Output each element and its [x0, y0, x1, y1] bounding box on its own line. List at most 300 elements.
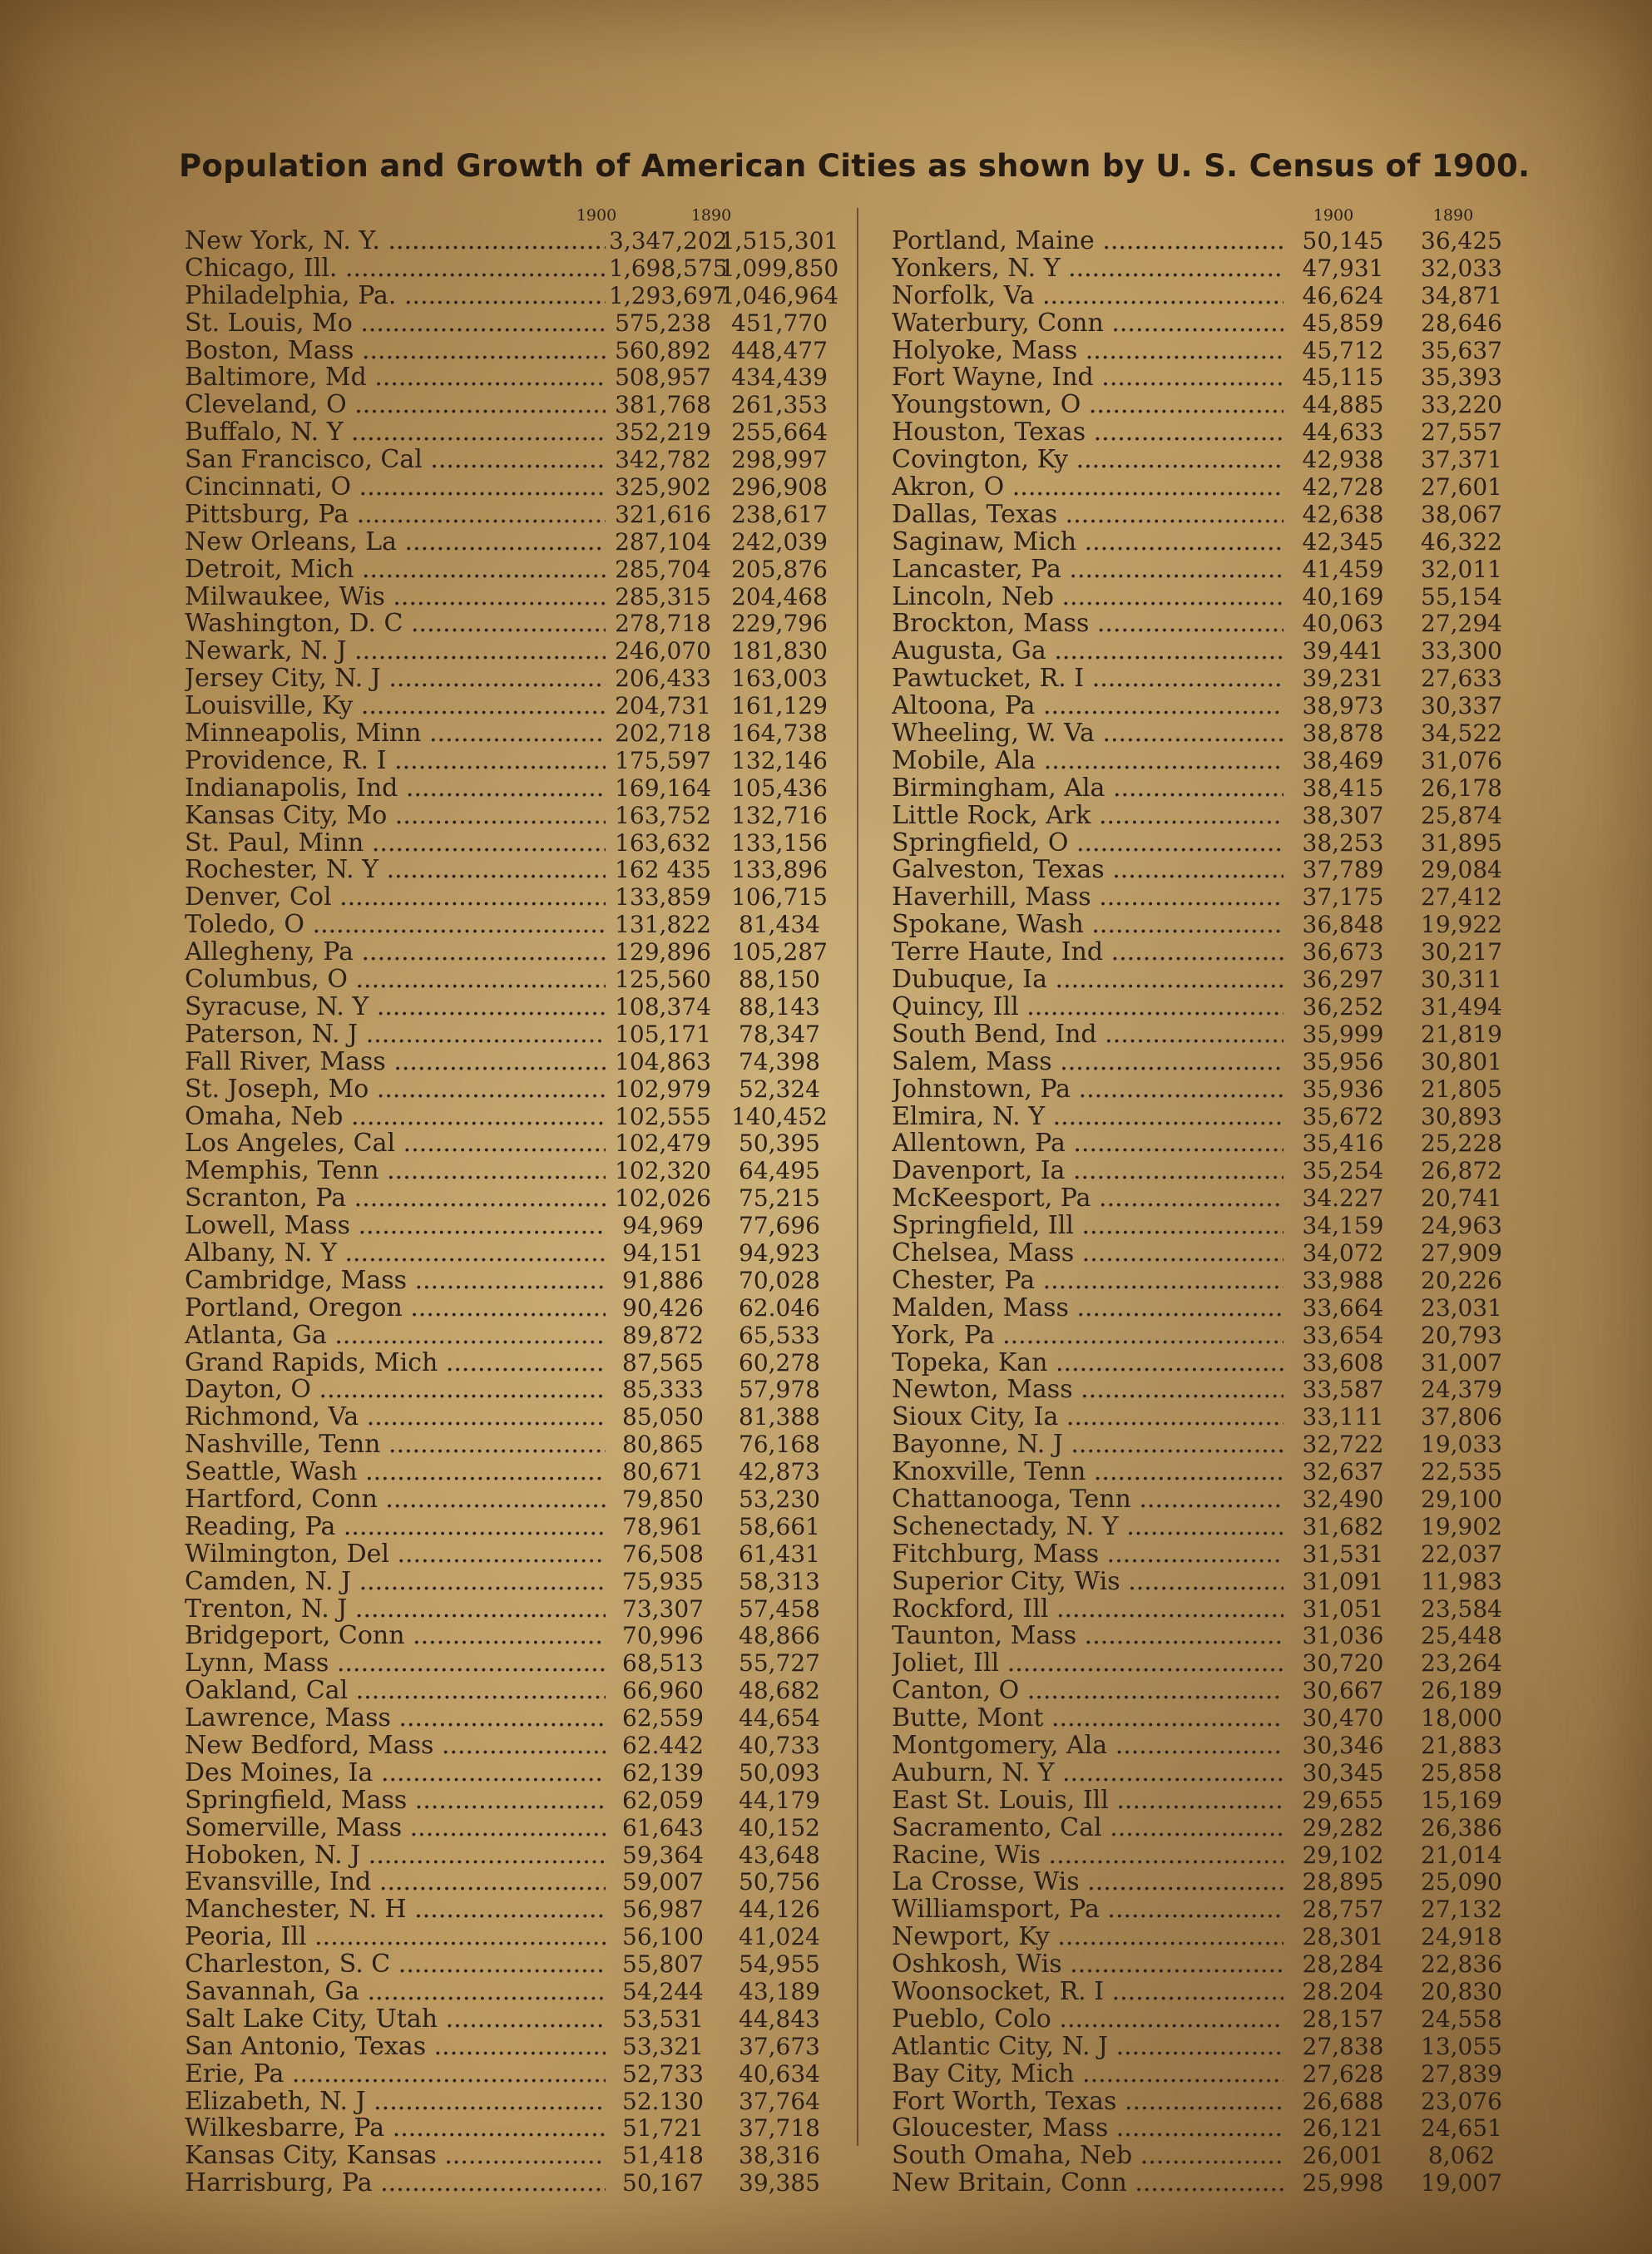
population-1890: 27,633	[1421, 665, 1502, 693]
city-name: Canton, O .....	[892, 1678, 1284, 1705]
population-1900: 40,063	[1302, 610, 1384, 638]
city-name: Birmingham, Ala .....	[892, 775, 1284, 803]
population-1900: 175,597	[615, 746, 711, 774]
city-row	[892, 803, 1524, 830]
city-row	[185, 1158, 842, 1185]
population-1900: 91,886	[622, 1266, 704, 1294]
population-1890: 48,866	[739, 1622, 820, 1650]
city-row	[185, 939, 842, 966]
city-row	[892, 1787, 1524, 1815]
population-1890: 54,955	[739, 1950, 820, 1979]
population-1890: 55,154	[1421, 582, 1502, 610]
population-1900: 94,151	[622, 1238, 704, 1267]
population-1890: 50,093	[739, 1758, 820, 1787]
population-1890: 13,055	[1421, 2032, 1502, 2060]
city-name: Davenport, Ia .....	[892, 1158, 1284, 1185]
population-1900: 33,664	[1302, 1293, 1384, 1322]
city-row	[185, 1596, 842, 1624]
population-1890: 40,733	[739, 1731, 820, 1759]
population-1890: 20,226	[1421, 1266, 1502, 1294]
population-1900: 80,865	[622, 1431, 704, 1459]
population-1890: 205,876	[731, 555, 828, 583]
population-1900: 33,587	[1302, 1376, 1384, 1404]
population-1890: 26,189	[1421, 1677, 1502, 1705]
city-row	[185, 1678, 842, 1705]
city-row	[185, 1185, 842, 1213]
city-row	[892, 966, 1524, 994]
population-1890: 39,385	[739, 2169, 820, 2197]
population-1890: 81,388	[739, 1403, 820, 1431]
city-row	[185, 2088, 842, 2116]
city-row	[185, 1842, 842, 1870]
population-1890: 34,871	[1421, 281, 1502, 309]
city-row	[892, 2006, 1524, 2034]
city-row	[892, 1185, 1524, 1213]
city-name: New Orleans, La .....	[185, 529, 606, 556]
year-1900-header: 1900	[576, 206, 617, 225]
city-name: South Omaha, Neb .....	[892, 2143, 1284, 2170]
city-row	[185, 502, 842, 529]
population-1890: 64,495	[739, 1157, 820, 1185]
city-name: Manchester, N. H .....	[185, 1896, 606, 1924]
city-row	[185, 693, 842, 720]
population-1900: 44,633	[1302, 418, 1384, 447]
population-1890: 298,997	[731, 446, 828, 474]
city-row	[185, 2006, 842, 2034]
population-1890: 30,893	[1421, 1102, 1502, 1130]
city-row	[185, 775, 842, 803]
city-row	[892, 2143, 1524, 2170]
city-name: Quincy, Ill .....	[892, 994, 1284, 1021]
population-1890: 30,801	[1421, 1047, 1502, 1075]
city-row	[185, 665, 842, 693]
city-row	[185, 338, 842, 365]
population-1900: 285,704	[615, 555, 711, 583]
city-name: Philadelphia, Pa. .....	[185, 283, 606, 310]
city-name: Cincinnati, O .....	[185, 474, 606, 502]
city-name: Somerville, Mass .....	[185, 1815, 606, 1842]
population-1900: 32,490	[1302, 1485, 1384, 1513]
population-1890: 37,806	[1421, 1403, 1502, 1431]
population-1900: 59,007	[622, 1868, 704, 1896]
population-1900: 131,822	[615, 911, 711, 939]
city-name: Atlanta, Ga .....	[185, 1322, 606, 1350]
population-1900: 28.204	[1302, 1978, 1384, 2005]
population-1900: 325,902	[615, 473, 711, 502]
population-1890: 31,007	[1421, 1348, 1502, 1377]
city-row	[892, 2034, 1524, 2061]
city-row	[185, 884, 842, 912]
city-name: Little Rock, Ark .....	[892, 803, 1284, 830]
city-row	[185, 1896, 842, 1924]
population-1900: 30,345	[1302, 1758, 1384, 1787]
city-name: Denver, Col .....	[185, 884, 606, 912]
population-1900: 246,070	[615, 637, 711, 665]
population-1900: 508,957	[615, 363, 711, 392]
city-name: Lancaster, Pa .....	[892, 556, 1284, 584]
population-1890: 44,179	[739, 1786, 820, 1814]
population-1900: 46,624	[1302, 281, 1384, 309]
population-1900: 163,632	[615, 828, 711, 857]
city-row	[892, 1733, 1524, 1760]
city-name: St. Paul, Minn .....	[185, 830, 606, 858]
city-name: Houston, Texas .....	[892, 419, 1284, 447]
city-name: La Crosse, Wis .....	[892, 1869, 1284, 1896]
city-row	[185, 720, 842, 748]
population-1900: 321,616	[615, 500, 711, 528]
population-1890: 229,796	[731, 610, 828, 638]
population-1890: 46,322	[1421, 527, 1502, 556]
city-name: Fall River, Mass .....	[185, 1049, 606, 1076]
population-1900: 68,513	[622, 1649, 704, 1678]
population-1900: 53,321	[622, 2032, 704, 2060]
city-row	[185, 364, 842, 392]
population-1890: 37,718	[739, 2114, 820, 2143]
population-1890: 30,337	[1421, 692, 1502, 720]
city-name: Springfield, Ill .....	[892, 1213, 1284, 1240]
population-1900: 35,956	[1302, 1047, 1384, 1075]
city-name: Dubuque, Ia .....	[892, 966, 1284, 994]
city-row	[185, 2143, 842, 2170]
city-row	[185, 638, 842, 665]
population-1890: 29,084	[1421, 856, 1502, 884]
city-row	[185, 830, 842, 858]
population-1890: 451,770	[731, 309, 828, 337]
population-1890: 37,673	[739, 2032, 820, 2060]
population-1890: 21,805	[1421, 1075, 1502, 1103]
population-1890: 50,395	[739, 1129, 820, 1158]
year-1890-header: 1890	[1432, 206, 1474, 225]
population-1900: 62.442	[622, 1731, 704, 1759]
population-1890: 35,393	[1421, 363, 1502, 392]
population-1890: 19,033	[1421, 1431, 1502, 1459]
population-1900: 47,931	[1302, 254, 1384, 282]
population-1890: 38,316	[739, 2142, 820, 2170]
city-row	[892, 775, 1524, 803]
population-1890: 18,000	[1421, 1704, 1502, 1733]
population-1890: 1,099,850	[720, 254, 839, 282]
population-1890: 58,313	[739, 1567, 820, 1595]
population-1900: 35,936	[1302, 1075, 1384, 1103]
city-row	[185, 1869, 842, 1896]
population-1890: 33,220	[1421, 391, 1502, 419]
city-name: Newport, Ky .....	[892, 1924, 1284, 1951]
city-row	[185, 1431, 842, 1459]
city-row	[892, 720, 1524, 748]
population-1890: 20,793	[1421, 1321, 1502, 1349]
population-1900: 39,231	[1302, 665, 1384, 693]
city-row	[892, 1869, 1524, 1896]
population-1890: 74,398	[739, 1047, 820, 1075]
population-1890: 88,150	[739, 966, 820, 994]
population-1890: 23,031	[1421, 1293, 1502, 1322]
city-name: Taunton, Mass .....	[892, 1623, 1284, 1650]
city-row	[185, 1760, 842, 1787]
city-name: Baltimore, Md .....	[185, 364, 606, 392]
city-row	[185, 912, 842, 939]
city-row	[892, 1350, 1524, 1377]
city-row	[892, 392, 1524, 419]
population-1900: 28,757	[1302, 1896, 1384, 1924]
city-name: Scranton, Pa .....	[185, 1185, 606, 1213]
city-row	[892, 556, 1524, 584]
city-row	[892, 638, 1524, 665]
city-row	[185, 2115, 842, 2143]
population-1890: 88,143	[739, 992, 820, 1021]
city-row	[185, 803, 842, 830]
population-1900: 285,315	[615, 582, 711, 610]
population-1890: 255,664	[731, 418, 828, 447]
population-1890: 105,436	[731, 774, 828, 802]
city-row	[892, 912, 1524, 939]
city-row	[185, 857, 842, 884]
city-row	[892, 665, 1524, 693]
city-name: Chelsea, Mass .....	[892, 1240, 1284, 1268]
population-1890: 55,727	[739, 1649, 820, 1678]
population-1890: 22,836	[1421, 1950, 1502, 1979]
population-1890: 261,353	[731, 391, 828, 419]
city-name: Covington, Ky .....	[892, 447, 1284, 474]
city-row	[892, 1951, 1524, 1979]
city-row	[892, 1322, 1524, 1350]
population-1900: 102,555	[615, 1102, 711, 1130]
population-1900: 162 435	[615, 856, 711, 884]
city-name: Lawrence, Mass .....	[185, 1705, 606, 1733]
city-name: Paterson, N. J .....	[185, 1021, 606, 1049]
population-1900: 32,722	[1302, 1431, 1384, 1459]
city-row	[892, 2088, 1524, 2116]
population-1890: 22,535	[1421, 1458, 1502, 1486]
population-1900: 102,320	[615, 1157, 711, 1185]
population-1900: 102,479	[615, 1129, 711, 1158]
population-1900: 52,733	[622, 2059, 704, 2088]
city-name: Newton, Mass .....	[892, 1377, 1284, 1404]
population-1890: 26,178	[1421, 774, 1502, 802]
population-1890: 43,648	[739, 1841, 820, 1869]
population-1890: 40,634	[739, 2059, 820, 2088]
population-1890: 132,146	[731, 746, 828, 774]
city-row	[185, 1979, 842, 2006]
population-1890: 31,895	[1421, 828, 1502, 857]
population-1890: 11,983	[1421, 1567, 1502, 1595]
city-name: Wilmington, Del .....	[185, 1541, 606, 1569]
city-name: Gloucester, Mass .....	[892, 2115, 1284, 2143]
population-1900: 36,297	[1302, 966, 1384, 994]
population-1900: 89,872	[622, 1321, 704, 1349]
city-name: Woonsocket, R. I .....	[892, 1979, 1284, 2006]
population-1890: 133,896	[731, 856, 828, 884]
city-name: Mobile, Ala .....	[892, 748, 1284, 775]
population-1900: 36,252	[1302, 992, 1384, 1021]
population-1890: 48,682	[739, 1677, 820, 1705]
population-1900: 42,345	[1302, 527, 1384, 556]
population-1890: 26,386	[1421, 1813, 1502, 1841]
population-1890: 448,477	[731, 336, 828, 364]
city-name: Elizabeth, N. J .....	[185, 2088, 606, 2116]
population-1890: 1,046,964	[720, 281, 839, 309]
city-row	[185, 1650, 842, 1678]
city-name: Richmond, Va .....	[185, 1404, 606, 1431]
city-name: Detroit, Mich .....	[185, 556, 606, 584]
population-1890: 15,169	[1421, 1786, 1502, 1814]
population-1900: 133,859	[615, 883, 711, 912]
city-name: Chicago, Ill. .....	[185, 255, 606, 283]
city-name: Pittsburg, Pa .....	[185, 502, 606, 529]
population-1890: 181,830	[731, 637, 828, 665]
city-name: Wheeling, W. Va .....	[892, 720, 1284, 748]
city-row	[185, 748, 842, 775]
population-1890: 60,278	[739, 1348, 820, 1377]
city-name: Holyoke, Mass .....	[892, 338, 1284, 365]
population-1890: 133,156	[731, 828, 828, 857]
city-name: Buffalo, N. Y .....	[185, 419, 606, 447]
city-name: Salt Lake City, Utah .....	[185, 2006, 606, 2034]
population-1900: 87,565	[622, 1348, 704, 1377]
city-row	[892, 1979, 1524, 2006]
population-1890: 41,024	[739, 1923, 820, 1951]
city-name: Salem, Mass .....	[892, 1049, 1284, 1076]
page-title: Population and Growth of American Cities as shown by U. S. Census of 1900.	[179, 148, 1531, 184]
population-1890: 37,764	[739, 2087, 820, 2115]
city-name: Altoona, Pa .....	[892, 693, 1284, 720]
population-1890: 28,646	[1421, 309, 1502, 337]
city-row	[892, 939, 1524, 966]
city-name: Oakland, Cal .....	[185, 1678, 606, 1705]
city-name: Rockford, Ill .....	[892, 1596, 1284, 1624]
city-row	[892, 1678, 1524, 1705]
city-row	[892, 610, 1524, 638]
city-name: Providence, R. I .....	[185, 748, 606, 775]
city-name: Yonkers, N. Y .....	[892, 255, 1284, 283]
population-1900: 78,961	[622, 1512, 704, 1540]
city-row	[185, 966, 842, 994]
population-1890: 25,858	[1421, 1758, 1502, 1787]
population-1900: 53,531	[622, 2004, 704, 2033]
city-name: Lowell, Mass .....	[185, 1213, 606, 1240]
population-1900: 27,628	[1302, 2059, 1384, 2088]
population-1900: 30,667	[1302, 1677, 1384, 1705]
population-1900: 62,059	[622, 1786, 704, 1814]
population-1900: 45,712	[1302, 336, 1384, 364]
city-row	[892, 1049, 1524, 1076]
population-1890: 23,584	[1421, 1594, 1502, 1623]
city-name: Grand Rapids, Mich .....	[185, 1350, 606, 1377]
population-1900: 36,673	[1302, 938, 1384, 966]
city-name: Milwaukee, Wis .....	[185, 584, 606, 611]
population-1900: 35,999	[1302, 1020, 1384, 1048]
city-name: Hartford, Conn .....	[185, 1486, 606, 1514]
population-1890: 132,716	[731, 801, 828, 829]
city-name: Knoxville, Tenn .....	[892, 1459, 1284, 1486]
city-name: Albany, N. Y .....	[185, 1240, 606, 1268]
city-name: Memphis, Tenn .....	[185, 1158, 606, 1185]
population-1890: 44,654	[739, 1704, 820, 1733]
population-1890: 24,651	[1421, 2114, 1502, 2143]
city-name: Williamsport, Pa .....	[892, 1896, 1284, 1924]
population-1890: 52,324	[739, 1075, 820, 1103]
city-name: Bridgeport, Conn .....	[185, 1623, 606, 1650]
population-1900: 56,987	[622, 1896, 704, 1924]
city-name: Sacramento, Cal .....	[892, 1815, 1284, 1842]
population-1890: 78,347	[739, 1020, 820, 1048]
population-1900: 31,531	[1302, 1540, 1384, 1568]
population-1900: 38,415	[1302, 774, 1384, 802]
left-city-list	[185, 228, 842, 2197]
population-1900: 28,895	[1302, 1868, 1384, 1896]
city-row	[892, 2170, 1524, 2197]
city-name: Atlantic City, N. J .....	[892, 2034, 1284, 2061]
city-row	[892, 1213, 1524, 1240]
city-name: Sioux City, Ia .....	[892, 1404, 1284, 1431]
population-1900: 204,731	[615, 692, 711, 720]
city-row	[892, 2115, 1524, 2143]
population-1890: 81,434	[739, 911, 820, 939]
column-divider	[857, 208, 858, 2146]
city-name: Louisville, Ky .....	[185, 693, 606, 720]
population-1890: 57,458	[739, 1594, 820, 1623]
city-name: Superior City, Wis .....	[892, 1569, 1284, 1596]
city-name: Akron, O .....	[892, 474, 1284, 502]
city-name: Des Moines, Ia .....	[185, 1760, 606, 1787]
city-row	[892, 228, 1524, 255]
population-1890: 8,062	[1427, 2142, 1496, 2170]
population-1900: 352,219	[615, 418, 711, 447]
city-row	[892, 364, 1524, 392]
year-1890-header: 1890	[690, 206, 732, 225]
population-1890: 21,883	[1421, 1731, 1502, 1759]
city-row	[892, 1404, 1524, 1431]
population-1890: 43,189	[739, 1978, 820, 2005]
city-row	[185, 310, 842, 338]
city-name: New Britain, Conn .....	[892, 2170, 1284, 2197]
city-name: Rochester, N. Y .....	[185, 857, 606, 884]
population-1900: 75,935	[622, 1567, 704, 1595]
population-1900: 35,254	[1302, 1157, 1384, 1185]
city-name: Saginaw, Mich .....	[892, 529, 1284, 556]
city-name: Topeka, Kan .....	[892, 1350, 1284, 1377]
population-1890: 434,439	[731, 363, 828, 392]
population-1890: 204,468	[731, 582, 828, 610]
population-1900: 34,072	[1302, 1238, 1384, 1267]
city-row	[185, 447, 842, 474]
city-row	[892, 1295, 1524, 1322]
population-1890: 21,014	[1421, 1841, 1502, 1869]
population-1890: 105,287	[731, 938, 828, 966]
population-1900: 45,859	[1302, 309, 1384, 337]
population-1890: 24,379	[1421, 1376, 1502, 1404]
population-1890: 65,533	[739, 1321, 820, 1349]
city-row	[185, 1815, 842, 1842]
city-name: Cleveland, O .....	[185, 392, 606, 419]
city-name: Bay City, Mich .....	[892, 2061, 1284, 2088]
population-1900: 70,996	[622, 1622, 704, 1650]
population-1900: 342,782	[615, 446, 711, 474]
city-name: Allentown, Pa .....	[892, 1130, 1284, 1158]
population-1900: 44,885	[1302, 391, 1384, 419]
city-row	[185, 1787, 842, 1815]
population-1900: 35,672	[1302, 1102, 1384, 1130]
population-1890: 42,873	[739, 1458, 820, 1486]
city-name: Springfield, Mass .....	[185, 1787, 606, 1815]
population-1890: 24,918	[1421, 1923, 1502, 1951]
population-1890: 58,661	[739, 1512, 820, 1540]
city-row	[185, 1705, 842, 1733]
population-1890: 70,028	[739, 1266, 820, 1294]
population-1890: 62.046	[739, 1293, 820, 1322]
population-1900: 85,050	[622, 1403, 704, 1431]
population-1900: 287,104	[615, 527, 711, 556]
population-1900: 206,433	[615, 665, 711, 693]
